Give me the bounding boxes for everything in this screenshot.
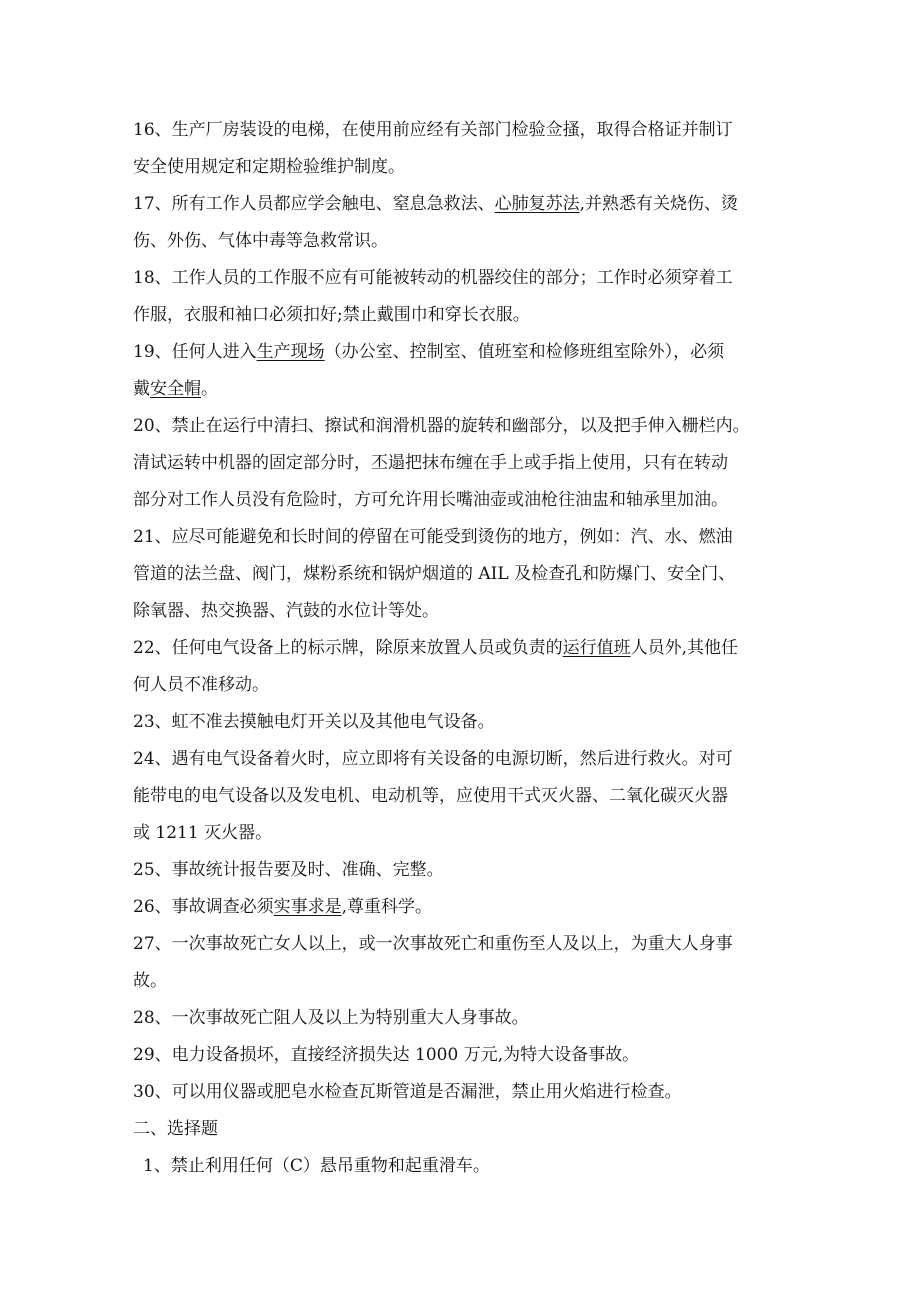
text-segment: 管道的法兰盘、阀门，煤粉系统和锅炉烟道的 AIL 及检查孔和防爆门、安全门、 (133, 564, 736, 584)
text-line (133, 112, 793, 149)
text-segment: 何人员不准移动。 (133, 675, 269, 695)
text-line (133, 963, 793, 1000)
document-page (133, 112, 793, 1185)
text-segment: 1、禁止利用任何（C）悬吊重物和起重滑车。 (143, 1156, 490, 1176)
paragraph-item (133, 408, 793, 519)
text-segment: 。 (201, 379, 218, 399)
text-segment: 人员外,其他任 (630, 638, 739, 658)
paragraph-item (133, 1148, 793, 1185)
text-segment: 19、任何人进入 (133, 342, 257, 362)
text-line (133, 445, 793, 482)
text-line (133, 667, 793, 704)
text-line (133, 630, 793, 667)
text-line (133, 593, 793, 630)
text-line (133, 334, 793, 371)
text-segment: 21、应尽可能避免和长时间的停留在可能受到烫伤的地方，例如：汽、水、燃油 (133, 527, 733, 547)
text-line (133, 223, 793, 260)
text-segment: 27、一次事故死亡女人以上，或一次事故死亡和重伤至人及以上，为重大人身事 (133, 934, 733, 954)
text-segment: 18、工作人员的工作服不应有可能被转动的机器绞住的部分；工作时必须穿着工 (133, 268, 733, 288)
paragraph-item (133, 186, 793, 260)
underlined-term: 安全帽 (150, 379, 201, 399)
paragraph-item (133, 1111, 793, 1148)
text-line (133, 741, 793, 778)
text-segment: （办公室、控制室、值班室和检修班组室除外），必须 (324, 342, 725, 362)
paragraph-item (133, 260, 793, 334)
text-segment: 安全使用规定和定期检验维护制度。 (133, 157, 405, 177)
paragraph-item (133, 519, 793, 630)
text-segment: 16、生产厂房装设的电梯，在使用前应经有关部门检验佥搔，取得合格证并制订 (133, 120, 733, 140)
text-line (133, 1037, 793, 1074)
text-segment: 24、遇有电气设备着火时，应立即将有关设备的电源切断，然后进行救火。对可 (133, 749, 733, 769)
text-line (133, 186, 793, 223)
text-line (133, 408, 793, 445)
text-segment: 26、事故调查必须 (133, 897, 274, 917)
text-line (133, 1074, 793, 1111)
text-segment: 伤、外伤、气体中毒等急救常识。 (133, 231, 388, 251)
text-segment: ,尊重科学。 (341, 897, 433, 917)
text-segment: 28、一次事故死亡阻人及以上为特别重大人身事故。 (133, 1008, 529, 1028)
text-segment: 除氧器、热交换器、汽鼓的水位计等处。 (133, 601, 439, 621)
text-segment: 戴 (133, 379, 150, 399)
text-line (133, 482, 793, 519)
paragraph-item (133, 926, 793, 1000)
text-segment: 22、任何电气设备上的标示牌，除原来放置人员或负责的 (133, 638, 563, 658)
text-segment: 能带电的电气设备以及发电机、电动机等，应使用干式灭火器、二氧化碳灭火器 (133, 786, 728, 806)
paragraph-item (133, 1000, 793, 1037)
paragraph-item (133, 741, 793, 852)
text-line (133, 556, 793, 593)
text-segment: 作服，衣服和袖口必须扣好;禁止戴围巾和穿长衣服。 (133, 305, 530, 325)
text-line (133, 889, 793, 926)
text-line (133, 1111, 793, 1148)
paragraph-item (133, 630, 793, 704)
paragraph-item (133, 1037, 793, 1074)
paragraph-item (133, 1074, 793, 1111)
underlined-term: 生产现场 (256, 342, 325, 362)
text-line (133, 371, 793, 408)
underlined-term: 实事求是 (273, 897, 342, 917)
paragraph-item (133, 112, 793, 186)
text-segment: 29、电力设备损坏，直接经济损失达 1000 万元,为特大设备事故。 (133, 1045, 640, 1065)
text-segment: ,并熟悉有关烧伤、烫 (579, 194, 739, 214)
underlined-term: 心肺复苏法 (494, 194, 580, 214)
paragraph-item (133, 889, 793, 926)
text-segment: 20、禁止在运行中清扫、擦试和润滑机器的旋转和幽部分，以及把手伸入栅栏内。 (133, 416, 750, 436)
text-line (133, 297, 793, 334)
text-segment: 故。 (133, 971, 167, 991)
text-line (133, 852, 793, 889)
text-line (133, 704, 793, 741)
text-line (133, 260, 793, 297)
text-line (133, 815, 793, 852)
underlined-term: 运行值班 (562, 638, 631, 658)
text-line (133, 1000, 793, 1037)
text-segment: 部分对工作人员没有危险时，方可允许用长嘴油壶或油枪往油盅和轴承里加油。 (133, 490, 728, 510)
text-segment: 23、虹不准去摸触电灯开关以及其他电气设备。 (133, 712, 495, 732)
text-line (133, 926, 793, 963)
text-segment: 清试运转中机器的固定部分时，丕遢把抹布缠在手上或手指上使用，只有在转动 (133, 453, 728, 473)
text-line (143, 1148, 793, 1185)
text-segment: 二、选择题 (133, 1119, 218, 1139)
text-line (133, 778, 793, 815)
text-line (133, 519, 793, 556)
paragraph-item (133, 852, 793, 889)
text-segment: 17、所有工作人员都应学会触电、窒息急救法、 (133, 194, 495, 214)
text-segment: 30、可以用仪器或肥皂水检查瓦斯管道是否漏泄，禁止用火焰进行检查。 (133, 1082, 682, 1102)
paragraph-item (133, 334, 793, 408)
text-segment: 或 1211 灭火器。 (133, 823, 273, 843)
text-line (133, 149, 793, 186)
text-segment: 25、事故统计报告要及时、准确、完整。 (133, 860, 444, 880)
paragraph-item (133, 704, 793, 741)
